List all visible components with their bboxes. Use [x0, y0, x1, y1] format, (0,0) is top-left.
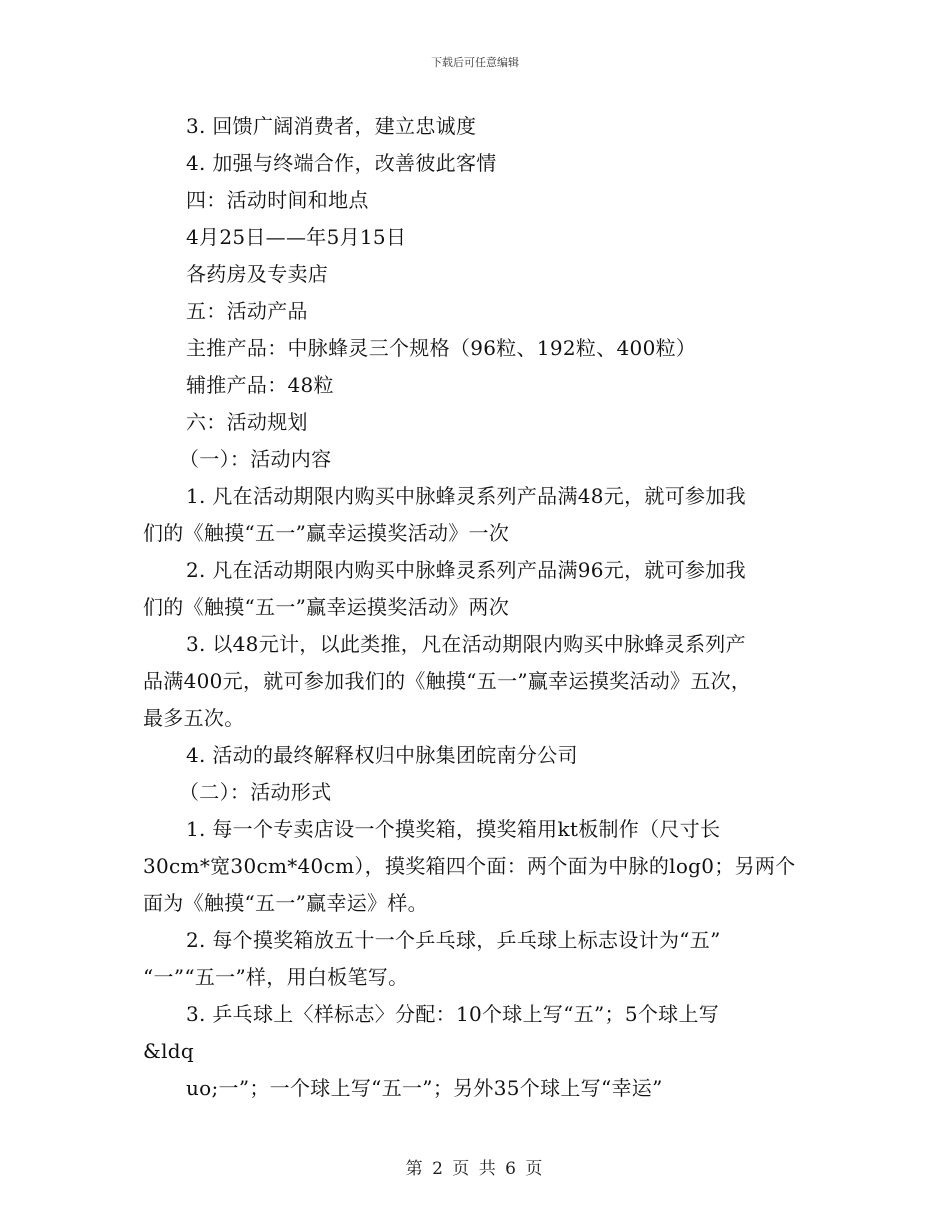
paragraph-line: 2. 凡在活动期限内购买中脉蜂灵系列产品满96元，就可参加我 [186, 558, 746, 582]
paragraph-line: 面为《触摸“五一”赢幸运》样。 [143, 891, 428, 915]
paragraph-line: uo;一”；一个球上写“五一”；另外35个球上写“幸运” [186, 1076, 663, 1100]
paragraph-line: 们的《触摸“五一”赢幸运摸奖活动》两次 [143, 595, 510, 619]
paragraph-line: 1. 每一个专卖店设一个摸奖箱，摸奖箱用kt板制作（尺寸长 [186, 817, 721, 841]
page-header: 下载后可任意编辑 [431, 56, 519, 69]
paragraph-line: 4. 活动的最终解释权归中脉集团皖南分公司 [186, 743, 578, 767]
paragraph-line: 4. 加强与终端合作，改善彼此客情 [186, 151, 497, 175]
subsection-heading: （一）：活动内容 [179, 447, 332, 471]
paragraph-line: 30cm*宽30cm*40cm），摸奖箱四个面：两个面为中脉的log0；另两个 [143, 854, 796, 878]
paragraph-line: “一”“五一”样，用白板笔写。 [143, 965, 409, 989]
document-body [143, 108, 811, 1107]
paragraph-line: 品满400元，就可参加我们的《触摸“五一”赢幸运摸奖活动》五次， [143, 669, 752, 693]
paragraph-line: 3. 以48元计，以此类推，凡在活动期限内购买中脉蜂灵系列产 [186, 632, 746, 656]
section-heading: 四：活动时间和地点 [186, 188, 369, 212]
paragraph-line: 辅推产品：48粒 [186, 373, 334, 397]
paragraph-line: &ldq [143, 1039, 195, 1063]
paragraph-line: 3. 乒乓球上〈样标志〉分配：10个球上写“五”；5个球上写 [186, 1002, 720, 1026]
section-heading: 六：活动规划 [186, 410, 308, 434]
subsection-heading: （二）：活动形式 [179, 780, 332, 804]
paragraph-line: 主推产品：中脉蜂灵三个规格（96粒、192粒、400粒） [186, 336, 697, 360]
page-footer: 第 2 页 共 6 页 [405, 1159, 545, 1179]
paragraph-line: 2. 每个摸奖箱放五十一个乒乓球，乒乓球上标志设计为“五” [186, 928, 721, 952]
paragraph-line: 4月25日——年5月15日 [186, 225, 407, 249]
paragraph-line: 各药房及专卖店 [186, 262, 329, 286]
paragraph-line: 1. 凡在活动期限内购买中脉蜂灵系列产品满48元，就可参加我 [186, 484, 746, 508]
section-heading: 五：活动产品 [186, 299, 308, 323]
paragraph-line: 3. 回馈广阔消费者，建立忠诚度 [186, 114, 477, 138]
paragraph-line: 最多五次。 [143, 706, 245, 730]
paragraph-line: 们的《触摸“五一”赢幸运摸奖活动》一次 [143, 521, 510, 545]
